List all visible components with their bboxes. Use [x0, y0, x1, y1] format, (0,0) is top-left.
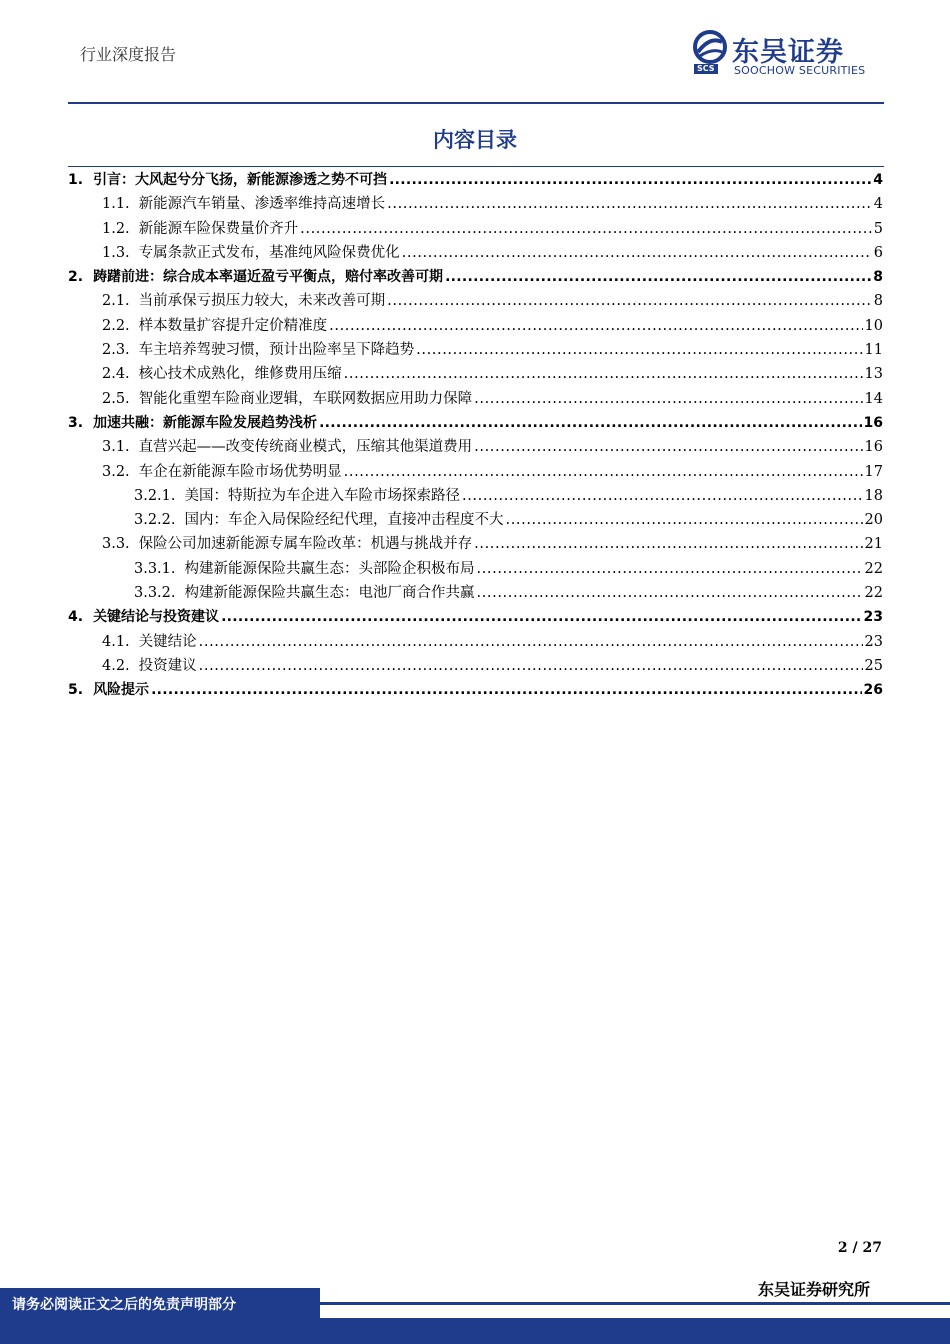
toc-entry-title: 直营兴起——改变传统商业模式，压缩其他渠道费用 [138, 439, 473, 456]
toc-entry[interactable] [68, 484, 883, 508]
page-indicator: 2 / 27 [837, 1240, 882, 1256]
toc-leader [477, 557, 863, 581]
report-type: 行业深度报告 [80, 45, 177, 64]
toc-entry-title: 投资建议 [138, 657, 197, 674]
toc-entry-page: 4 [873, 196, 883, 213]
toc-leader [474, 532, 862, 556]
toc-entry-page: 23 [863, 609, 883, 626]
toc-entry-title: 保险公司加速新能源专属车险改革：机遇与挑战并存 [138, 536, 473, 553]
toc-entry-title: 关键结论 [138, 633, 197, 650]
toc-entry[interactable] [68, 654, 883, 678]
toc-entry[interactable] [68, 411, 883, 435]
company-logo [690, 30, 890, 82]
toc-entry-page: 13 [864, 366, 883, 383]
toc-entry-title: 关键结论与投资建议 [93, 609, 220, 626]
toc-entry-page: 5 [873, 220, 883, 237]
toc-entry-number: 1.1. [102, 196, 130, 213]
toc-entry-number: 5. [68, 682, 84, 699]
toc-entry-number: 2.2. [102, 317, 130, 334]
toc-entry-number: 3.1. [102, 439, 130, 456]
footer-band [0, 1318, 950, 1344]
toc-leader [462, 484, 863, 508]
toc-title: 内容目录 [433, 128, 517, 152]
logo-name-cn: 东吴证券 [732, 37, 844, 68]
toc-entry-page: 10 [864, 317, 883, 334]
toc-entry[interactable] [68, 314, 883, 338]
toc-entry-page: 21 [864, 536, 883, 553]
toc-entry-title: 当前承保亏损压力较大，未来改善可期 [138, 293, 386, 310]
toc-leader [344, 362, 863, 386]
toc-entry-number: 3.2.2. [134, 512, 176, 529]
toc-leader [344, 460, 863, 484]
toc-leader [402, 241, 872, 265]
toc-entry-title: 车企在新能源车险市场优势明显 [138, 463, 342, 480]
toc-entry-page: 22 [864, 560, 883, 577]
toc-entry-page: 17 [864, 463, 883, 480]
toc-leader [477, 581, 863, 605]
toc-leader [387, 289, 872, 313]
toc-entry-number: 3.2. [102, 463, 130, 480]
toc-entry-title: 引言：大风起兮分飞扬，新能源渗透之势不可挡 [93, 172, 388, 188]
toc-entry-number: 4.1. [102, 633, 130, 650]
toc-entry-number: 1.2. [102, 220, 130, 237]
toc-entry-title: 核心技术成熟化，维修费用压缩 [138, 366, 342, 383]
logo-abbr: SCS [694, 64, 718, 74]
toc-leader [300, 217, 872, 241]
toc-entry-title: 新能源车险保费量价齐升 [138, 220, 299, 237]
logo-name-en: SOOCHOW SECURITIES [734, 64, 866, 77]
toc-entry-number: 3.2.1. [134, 487, 176, 504]
toc-entry-title: 加速共融：新能源车险发展趋势浅析 [93, 414, 318, 431]
toc-entry-page: 23 [864, 633, 883, 650]
toc-entry-page: 25 [864, 657, 883, 674]
toc-entry[interactable] [68, 508, 883, 532]
toc-leader [199, 630, 863, 654]
toc-entry[interactable] [68, 557, 883, 581]
toc-leader [221, 605, 861, 629]
toc-entry[interactable] [68, 217, 883, 241]
toc-leader [319, 411, 861, 435]
toc-entry-title: 风险提示 [93, 682, 150, 699]
toc-entry[interactable] [68, 678, 883, 702]
toc-entry-number: 3.3. [102, 536, 130, 553]
toc-entry-number: 2.5. [102, 390, 130, 407]
toc-entry[interactable] [68, 605, 883, 629]
toc-entry-page: 22 [864, 585, 883, 602]
toc-entry-number: 2.4. [102, 366, 130, 383]
toc-entry[interactable] [68, 362, 883, 386]
toc-entry-page: 8 [873, 269, 883, 286]
toc-entry-page: 16 [864, 439, 883, 456]
toc-entry[interactable] [68, 435, 883, 459]
toc-entry-number: 4. [68, 609, 84, 626]
toc-leader [199, 654, 863, 678]
toc-entry-page: 20 [864, 512, 883, 529]
toc-entry-number: 3.3.2. [134, 585, 176, 602]
toc-entry-page: 4 [873, 172, 883, 188]
toc-entry-title: 车主培养驾驶习惯，预计出险率呈下降趋势 [138, 342, 415, 359]
toc-entry-number: 1.3. [102, 244, 130, 261]
toc-leader [329, 314, 862, 338]
toc-entry-number: 2.1. [102, 293, 130, 310]
toc-entry-page: 14 [864, 390, 883, 407]
toc-entry-number: 4.2. [102, 657, 130, 674]
toc-entry-page: 26 [863, 682, 883, 699]
toc-leader [389, 168, 871, 192]
toc-divider [68, 166, 884, 167]
toc-entry[interactable] [68, 460, 883, 484]
toc-entry-page: 16 [863, 414, 883, 431]
toc-entry[interactable] [68, 581, 883, 605]
toc-entry-title: 踌躇前进：综合成本率逼近盈亏平衡点，赔付率改善可期 [93, 269, 444, 286]
toc-entry-title: 美国：特斯拉为车企进入车险市场探索路径 [184, 487, 461, 504]
toc-entry-number: 2.3. [102, 342, 130, 359]
toc-entry-page: 18 [864, 487, 883, 504]
toc-leader [151, 678, 861, 702]
toc-entry[interactable] [68, 338, 883, 362]
table-of-contents [68, 168, 883, 703]
toc-leader [387, 192, 872, 216]
toc-leader [416, 338, 862, 362]
toc-entry[interactable] [68, 289, 883, 313]
toc-entry-number: 2. [68, 269, 84, 286]
header-divider [68, 102, 884, 104]
toc-entry[interactable] [68, 265, 883, 289]
toc-entry-number: 3.3.1. [134, 560, 176, 577]
toc-leader [445, 265, 871, 289]
toc-entry-title: 国内：车企入局保险经纪代理，直接冲击程度不大 [184, 512, 504, 529]
toc-entry[interactable] [68, 387, 883, 411]
footer-organization: 东吴证券研究所 [757, 1280, 870, 1299]
toc-entry[interactable] [68, 241, 883, 265]
disclaimer-text: 请务必阅读正文之后的免责声明部分 [12, 1297, 236, 1313]
toc-entry[interactable] [68, 630, 883, 654]
toc-leader [474, 435, 862, 459]
toc-entry-title: 新能源汽车销量、渗透率维持高速增长 [138, 196, 386, 213]
toc-entry[interactable] [68, 168, 883, 192]
logo-mark-icon [692, 30, 730, 66]
toc-entry-page: 8 [873, 293, 883, 310]
toc-entry[interactable] [68, 192, 883, 216]
toc-entry-title: 样本数量扩容提升定价精准度 [138, 317, 328, 334]
toc-leader [474, 387, 862, 411]
toc-entry-title: 构建新能源保险共赢生态：电池厂商合作共赢 [184, 585, 475, 602]
toc-entry-page: 6 [873, 244, 883, 261]
toc-entry-title: 智能化重塑车险商业逻辑，车联网数据应用助力保障 [138, 390, 473, 407]
toc-entry[interactable] [68, 532, 883, 556]
toc-entry-title: 专属条款正式发布，基准纯风险保费优化 [138, 244, 400, 261]
toc-entry-number: 1. [68, 172, 84, 188]
toc-entry-number: 3. [68, 414, 84, 431]
toc-leader [506, 508, 863, 532]
toc-entry-title: 构建新能源保险共赢生态：头部险企积极布局 [184, 560, 475, 577]
toc-entry-page: 11 [864, 342, 883, 359]
